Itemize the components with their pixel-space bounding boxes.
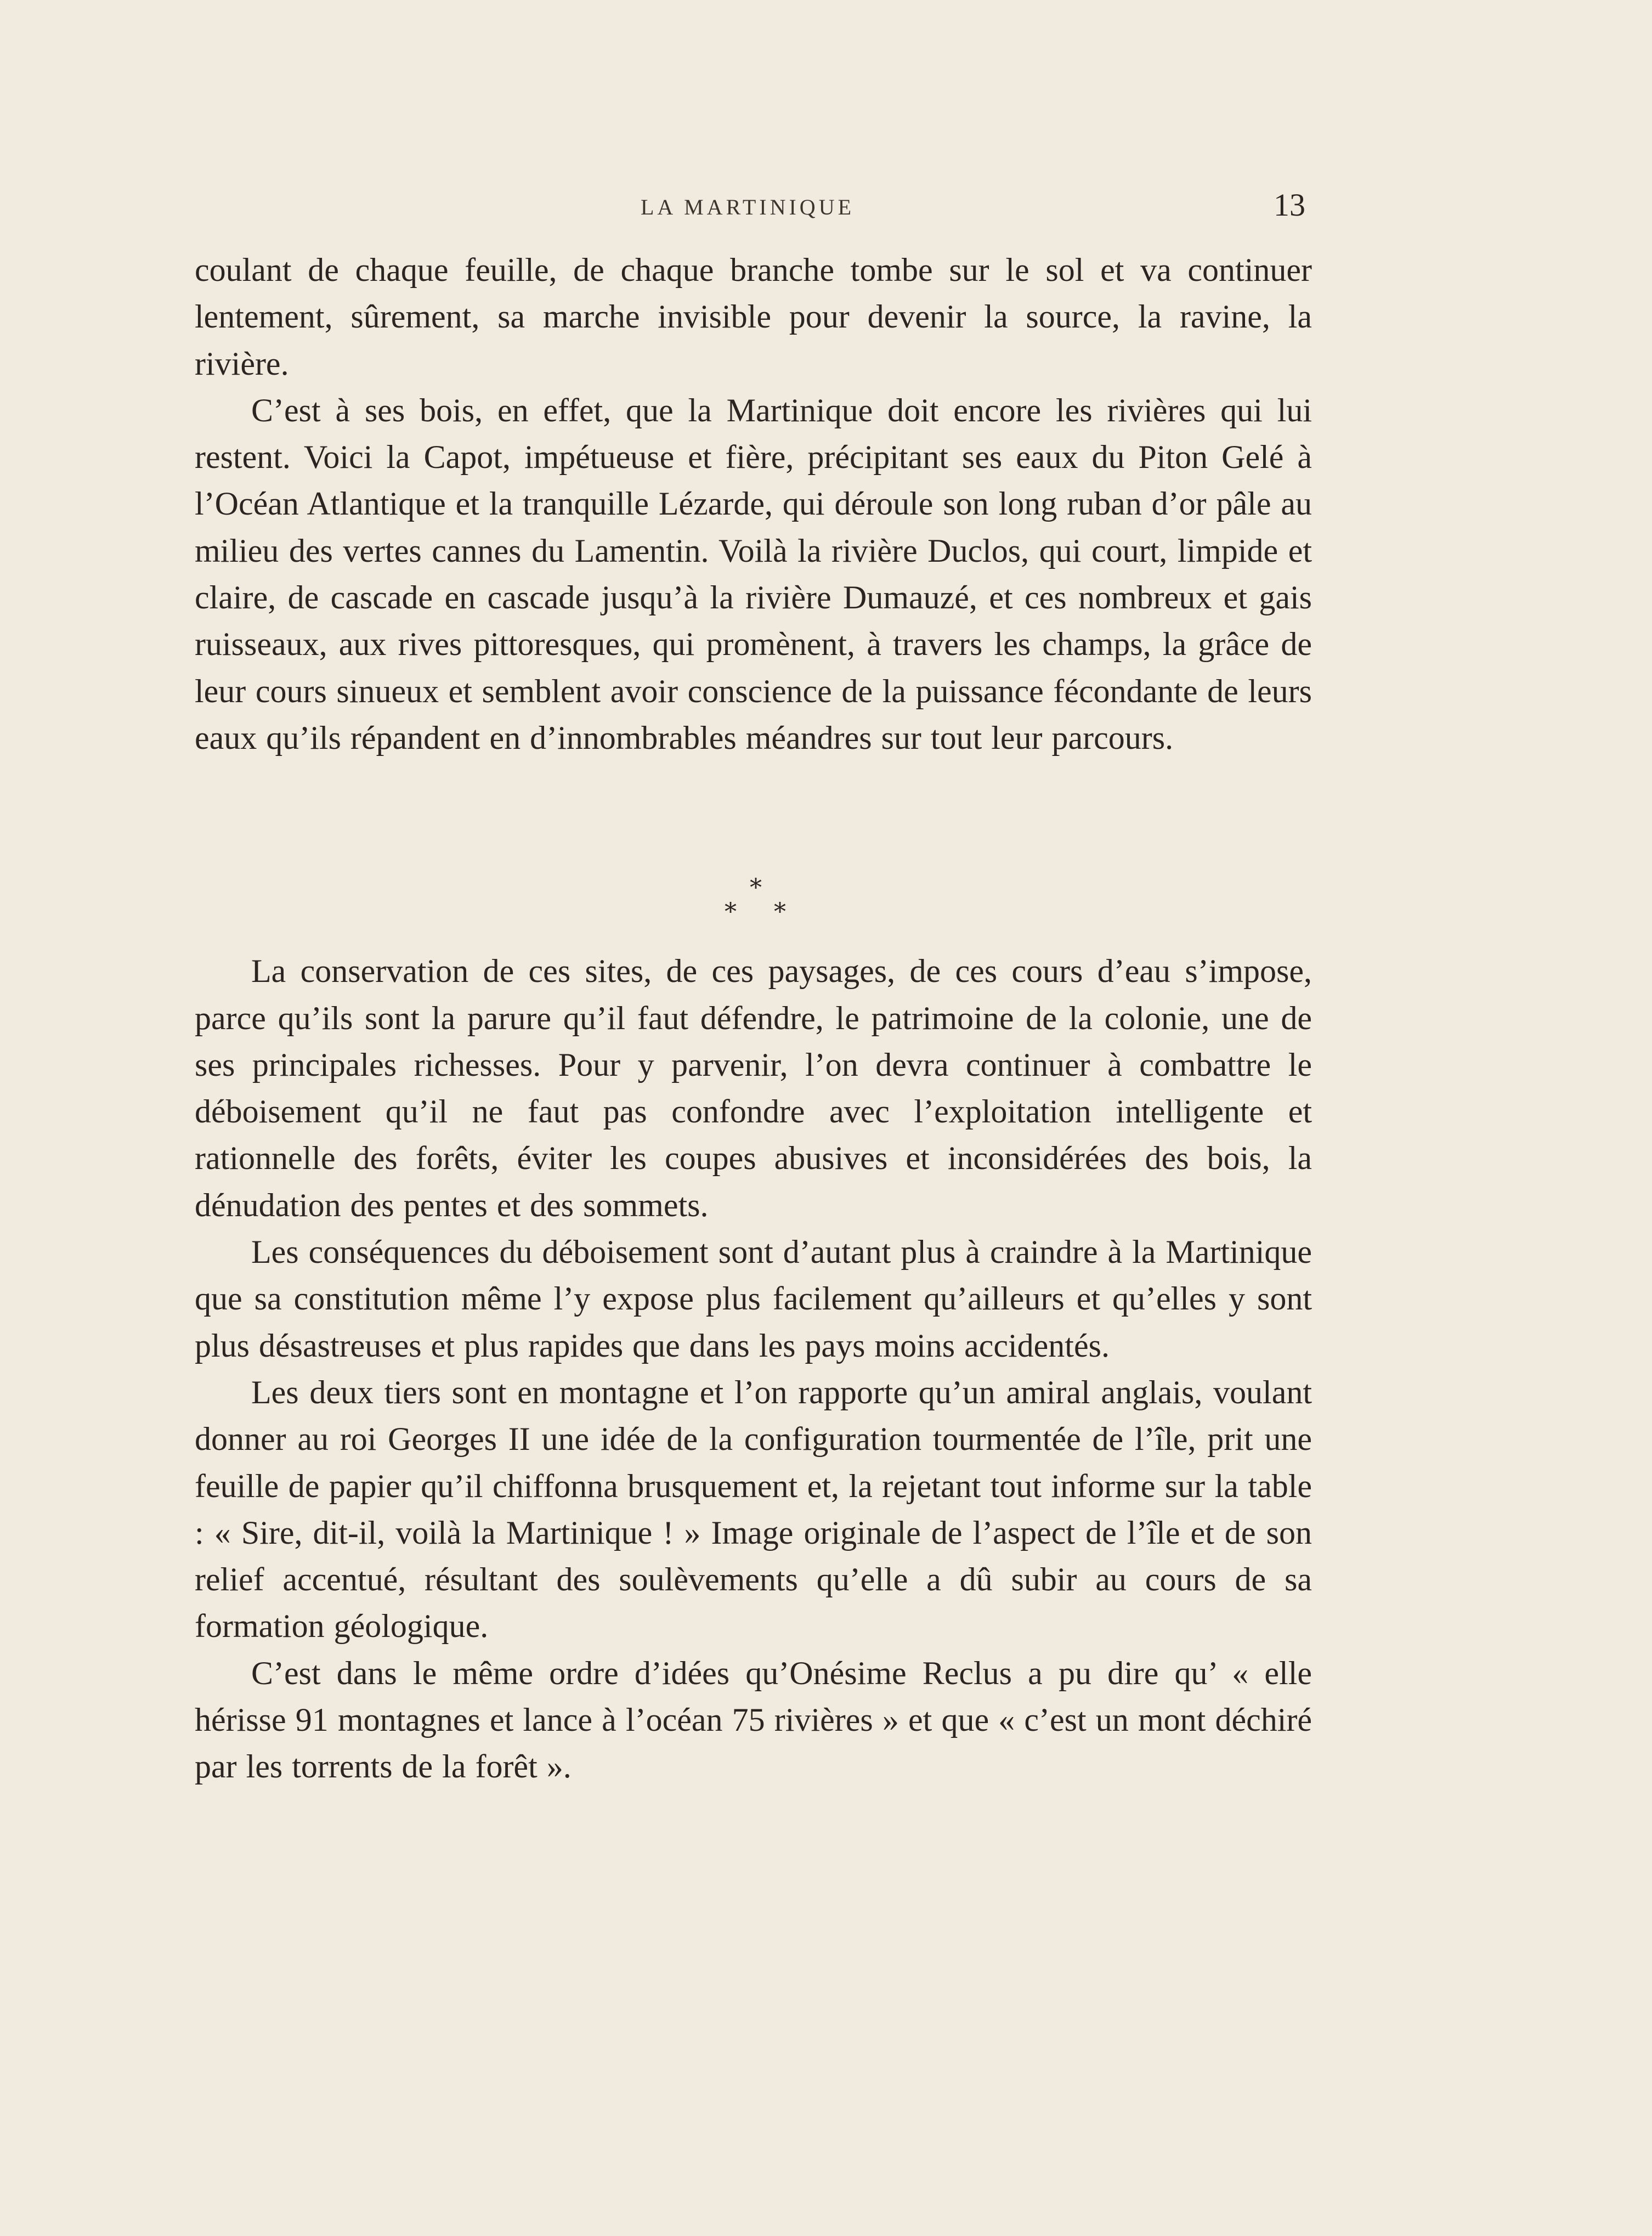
running-head [0,187,1652,225]
paragraph-admiral-anecdote: Les deux tiers sont en montagne et l’on rapporte qu’un amiral anglais, voulant donner au roi Georges II une idée de la configuration tourmentée de l’île, prit une feuille de papier qu’il chiffonna brusquement et, la rejetant tout informe sur la table : « Sire, dit-il, voilà la Martinique ! » Image originale de l’aspect de l’île et de son relief accentué, résultant des soulèvements qu’elle a dû subir au cours de sa formation géologique. [195,1374,1312,1645]
asterism-star: * [774,898,786,927]
paragraph-conservation: La conservation de ces sites, de ces paysages, de ces cours d’eau s’impose, parce qu’ils sont la parure qu’il faut défendre, le patrimoine de la colonie, une de ses principales richesses. Pour y parvenir, l’on devra continuer à combattre le déboisement qu’il ne faut pas confondre avec l’exploitation intelligente et rationnelle des forêts, éviter les coupes abusives et inconsidérées des bois, la dénudation des pentes et des sommets. [195,953,1312,1223]
running-title: LA MARTINIQUE [641,195,855,219]
paragraph-rivers: C’est à ses bois, en effet, que la Martinique doit encore les rivières qui lui restent. Voici la Capot, impétueuse et fière, précipitant ses eaux du Piton Gelé à l’Océan Atlantique et la tranquille Lézarde, qui déroule son long ruban d’or pâle au milieu des vertes cannes du Lamentin. Voilà la rivière Duclos, qui court, limpide et claire, de cascade en cascade jusqu’à la rivière Dumauzé, et ces nombreux et gais ruisseaux, aux rives pittoresques, qui promènent, à travers les champs, la grâce de leur cours sinueux et semblent avoir conscience de la puissance fécondante de leurs eaux qu’ils répandent en d’innombrables méandres sur tout leur parcours. [195,392,1312,756]
paragraph-consequences: Les conséquences du déboisement sont d’autant plus à craindre à la Martinique que sa constitution même l’y expose plus facilement qu’ailleurs et qu’elles y sont plus désastreuses et plus rapides que dans les pays moins accidentés. [195,1234,1312,1364]
paragraph-continuation: coulant de chaque feuille, de chaque branche tombe sur le sol et va continuer lentement, sûrement, sa marche invisible pour devenir la source, la ravine, la rivière. [195,252,1312,382]
page-number: 13 [1274,187,1305,223]
body-text [195,247,1312,1791]
section-break-asterism [195,761,1312,948]
asterism-star: * [750,874,762,902]
asterism-star: * [725,898,737,927]
paragraph-reclus-quote: C’est dans le même ordre d’idées qu’Onésime Reclus a pu dire qu’ « elle hérisse 91 montagnes et lance à l’océan 75 rivières » et que « c’est un mont déchiré par les torrents de la forêt ». [195,1655,1312,1785]
